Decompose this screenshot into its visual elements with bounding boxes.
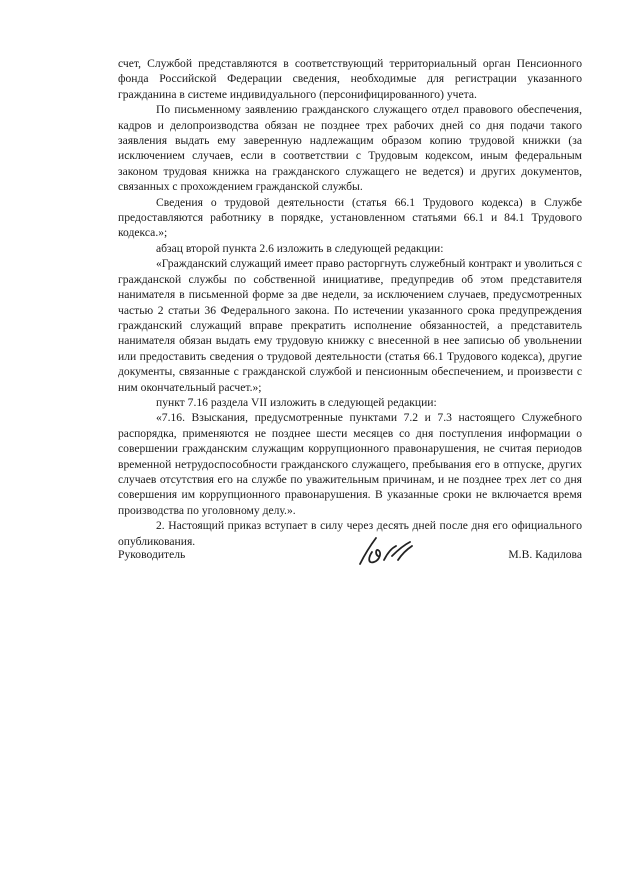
document-body — [118, 56, 582, 549]
signature-block — [118, 548, 582, 578]
signer-role: Руководитель — [118, 548, 186, 561]
paragraph-8: 2. Настоящий приказ вступает в силу через десять дней после дня его официального опубликования. — [118, 519, 582, 548]
paragraph-1: счет, Службой представляются в соответствующий территориальный орган Пенсионного фонда Российской Федерации сведения, необходимые для регистрации указанного гражданина в системе индивидуального (персонифицированного) учета. — [118, 57, 582, 101]
handwritten-signature — [354, 534, 416, 570]
signer-name: М.В. Кадилова — [508, 548, 582, 561]
paragraph-6: пункт 7.16 раздела VII изложить в следующей редакции: — [156, 395, 437, 409]
paragraph-3: Сведения о трудовой деятельности (статья 66.1 Трудового кодекса) в Службе предоставляются работнику в порядке, установленном статьями 66.1 и 84.1 Трудового кодекса.»; — [118, 195, 582, 240]
paragraph-7: «7.16. Взыскания, предусмотренные пунктами 7.2 и 7.3 настоящего Служебного распорядка, применяются не позднее шести месяцев со дня поступления информации о совершении гражданским служащим коррупционного правонарушения, не считая периодов временной нетрудоспособности гражданского служащего, пребывания его в отпуске, других случаев отсутствия его на службе по уважительным причинам, и не позднее трех лет со дня совершения им коррупционного правонарушения. В указанные сроки не включается время производства по уголовному делу.». — [118, 411, 582, 517]
paragraph-5: «Гражданский служащий имеет право расторгнуть служебный контракт и уволиться с гражданской службы по собственной инициативе, предупредив об этом представителя нанимателя в письменной форме за две недели, за исключением случаев, предусмотренных частью 2 статьи 36 Федерального закона. По истечении указанного срока предупреждения гражданский служащий вправе прекратить исполнение обязанностей, а представитель нанимателя обязан выдать ему трудовую книжку с внесенной в нее записью об увольнении или предоставить сведения о трудовой деятельности (статья 66.1 Трудового кодекса), другие документы, связанные с гражданской службой и пенсионным обеспечением, и произвести с ним окончательный расчет.»; — [118, 257, 582, 394]
paragraph-2: По письменному заявлению гражданского служащего отдел правового обеспечения, кадров и делопроизводства обязан не позднее трех рабочих дней со дня подачи такого заявления выдать ему заверенную надлежащим образом копию трудовой книжки (за исключением случаев, если в соответствии с Трудовым кодексом, иным федеральным законом трудовая книжка на гражданского служащего не ведется) и других документов, связанных с прохождением гражданской службы. — [118, 103, 582, 194]
paragraph-4: абзац второй пункта 2.6 изложить в следующей редакции: — [156, 241, 444, 255]
